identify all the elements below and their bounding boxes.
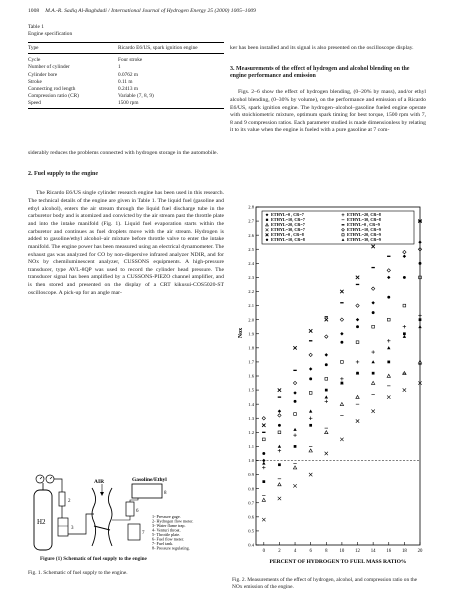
marker-shape bbox=[293, 466, 296, 469]
table-cell: Cycle bbox=[28, 57, 41, 64]
x-tick-label: 12 bbox=[355, 549, 360, 554]
marker-shape bbox=[278, 483, 281, 486]
data-point bbox=[403, 388, 406, 391]
table-cell: 1 bbox=[118, 64, 121, 71]
data-point bbox=[309, 392, 312, 395]
data-point bbox=[418, 325, 421, 328]
paragraph-continued: ker has been installed and its signal is also presented on the oscilloscope display. bbox=[230, 45, 414, 51]
legend-item: 3- Water flame trap. bbox=[152, 523, 186, 528]
data-point bbox=[387, 361, 390, 364]
y-tick-label: 1.1 bbox=[248, 444, 254, 450]
data-point bbox=[294, 445, 297, 448]
figure-1-inner-caption: Figure (1) Schematic of fuel supply to the engine bbox=[40, 556, 147, 562]
data-point bbox=[278, 497, 281, 500]
marker-shape bbox=[278, 424, 281, 427]
data-point bbox=[262, 518, 265, 521]
table-label: Table 1 bbox=[28, 24, 44, 30]
y-tick-label: 0.7 bbox=[248, 500, 254, 506]
y-tick-label: 2.7 bbox=[248, 218, 254, 224]
x-tick-label: 4 bbox=[293, 549, 297, 554]
y-tick-label: 0.8 bbox=[248, 486, 254, 492]
fuel-supply-diagram bbox=[28, 474, 224, 554]
x-tick-label: 14 bbox=[370, 549, 376, 554]
marker-shape bbox=[309, 410, 312, 413]
y-tick-label: 1.8 bbox=[248, 345, 254, 351]
y-tick-label: 1.5 bbox=[248, 387, 254, 393]
legend-item: 1- Pressure gage. bbox=[152, 514, 181, 519]
data-point bbox=[262, 452, 265, 455]
data-point bbox=[371, 381, 374, 384]
legend-label: ETHYL=20, CR=7 bbox=[271, 222, 305, 227]
table-cell: 0.11 m bbox=[118, 78, 133, 85]
data-point bbox=[387, 296, 390, 299]
data-point bbox=[278, 463, 281, 466]
marker-shape bbox=[387, 269, 390, 272]
table-cell: Connecting rod length bbox=[28, 85, 76, 92]
data-point bbox=[419, 318, 422, 321]
section-3-heading: 3. Measurements of the effect of hydrogen and alcohol blending on the engine performance and emission bbox=[230, 65, 410, 80]
data-point bbox=[278, 449, 281, 452]
data-point bbox=[371, 287, 374, 290]
data-point bbox=[262, 480, 265, 483]
data-point bbox=[262, 462, 265, 465]
table-cell: Cylinder bore bbox=[28, 71, 58, 78]
data-point bbox=[293, 428, 296, 431]
data-point bbox=[309, 377, 312, 380]
y-tick-label: 2.2 bbox=[248, 289, 254, 295]
plot-frame bbox=[256, 207, 420, 545]
y-tick-label: 2.3 bbox=[248, 275, 254, 281]
x-tick-label: 20 bbox=[417, 549, 423, 554]
marker-shape bbox=[325, 377, 328, 380]
marker-shape bbox=[372, 372, 375, 375]
y-tick-label: 0.9 bbox=[248, 472, 254, 478]
marker-shape bbox=[372, 311, 375, 314]
venturi-left-wall bbox=[92, 488, 96, 546]
marker-shape bbox=[309, 377, 312, 380]
data-point bbox=[387, 276, 390, 279]
data-point bbox=[278, 414, 281, 417]
table-cell: Number of cylinder bbox=[28, 64, 70, 71]
label-3: 3 bbox=[71, 526, 74, 531]
data-point bbox=[403, 335, 406, 338]
marker-shape bbox=[403, 276, 406, 279]
data-point bbox=[278, 431, 281, 434]
section-2-heading: 2. Fuel supply to the engine bbox=[28, 170, 99, 177]
data-point bbox=[325, 335, 328, 338]
marker-shape bbox=[294, 445, 297, 448]
marker-shape bbox=[371, 360, 374, 363]
marker-shape bbox=[403, 250, 406, 253]
paragraph-continued: siderably reduces the problems connected with hydrogen storage in the automobile. bbox=[28, 150, 219, 156]
fuel-bowl bbox=[128, 524, 140, 540]
label-2: 2 bbox=[68, 499, 71, 504]
data-point bbox=[356, 360, 359, 363]
data-point bbox=[372, 311, 375, 314]
data-point bbox=[340, 438, 343, 441]
data-point bbox=[293, 391, 296, 394]
marker-shape bbox=[325, 335, 328, 338]
y-axis-label: Nox bbox=[238, 327, 244, 339]
marker-shape bbox=[262, 462, 265, 465]
y-tick-label: 0.6 bbox=[248, 514, 254, 520]
marker-shape bbox=[403, 335, 406, 338]
figure-1-caption: Fig. 1. Schematic of fuel supply to the engine. bbox=[28, 570, 128, 576]
table-header-cell: Ricardo E6/US, spark ignition engine bbox=[118, 42, 224, 53]
legend-label: ETHYL=10, CR=9 bbox=[347, 227, 381, 232]
table-cell: Four stroke bbox=[118, 57, 143, 64]
y-tick-label: 1.9 bbox=[248, 331, 254, 337]
data-point bbox=[371, 301, 374, 304]
data-point bbox=[340, 402, 343, 405]
marker-shape bbox=[418, 325, 421, 328]
venturi-right-wall bbox=[108, 488, 112, 546]
data-point bbox=[387, 395, 390, 398]
legend-item: 8- Pressure regulating. bbox=[152, 545, 190, 551]
data-point bbox=[418, 314, 421, 317]
data-point bbox=[293, 433, 296, 436]
data-point bbox=[387, 346, 390, 349]
y-tick-label: 1.6 bbox=[248, 373, 254, 379]
table-row bbox=[28, 71, 224, 78]
table-cell: 1500 rpm bbox=[118, 100, 224, 109]
x-tick-label: 6 bbox=[309, 549, 312, 554]
throttle-plate bbox=[94, 526, 110, 530]
data-point bbox=[418, 241, 421, 244]
data-point bbox=[340, 318, 343, 321]
legend-item: 6- Fuel flow meter. bbox=[152, 536, 185, 542]
x-tick-label: 10 bbox=[339, 549, 345, 554]
legend-label: ETHYL=20, CR=8 bbox=[347, 212, 381, 217]
page-number: 1008 bbox=[28, 8, 40, 14]
marker-shape bbox=[266, 219, 268, 221]
spec-table bbox=[28, 42, 224, 110]
data-point bbox=[309, 367, 312, 370]
water-flame-trap bbox=[58, 518, 68, 536]
legend-label: ETHYL=30, CR=7 bbox=[271, 227, 305, 232]
data-point bbox=[278, 445, 281, 448]
legend-label: ETHYL=30, CR=8 bbox=[347, 217, 381, 222]
x-tick-label: 16 bbox=[386, 549, 392, 554]
legend-item: 5- Throttle plate. bbox=[152, 532, 181, 537]
data-point bbox=[356, 395, 359, 398]
table-row bbox=[28, 57, 224, 64]
data-point bbox=[325, 377, 328, 380]
marker-shape bbox=[371, 301, 374, 304]
data-point bbox=[278, 388, 281, 391]
table-cell: Stroke bbox=[28, 78, 42, 85]
table-row bbox=[28, 100, 224, 109]
data-point bbox=[262, 498, 265, 501]
data-point bbox=[403, 276, 406, 279]
y-tick-label: 2.6 bbox=[248, 232, 254, 238]
data-point bbox=[372, 372, 375, 375]
marker-shape bbox=[340, 402, 343, 405]
legend-item: 2- Hydrogen flow meter. bbox=[152, 518, 194, 524]
data-point bbox=[325, 395, 328, 398]
legend-marker bbox=[266, 239, 268, 241]
marker-shape bbox=[278, 410, 281, 413]
legend-item: 7- Fuel tank. bbox=[152, 541, 174, 546]
marker-shape bbox=[262, 438, 265, 441]
data-point bbox=[278, 410, 281, 413]
data-point bbox=[293, 484, 296, 487]
marker-shape bbox=[341, 361, 344, 364]
data-point bbox=[356, 419, 359, 422]
legend-label: ETHYL=10, CR=8 bbox=[271, 237, 305, 242]
marker-shape bbox=[340, 318, 343, 321]
x-tick-label: 18 bbox=[401, 549, 407, 554]
marker-shape bbox=[278, 463, 281, 466]
hydrogen-flow-meter bbox=[59, 492, 65, 506]
table-row bbox=[28, 93, 224, 100]
data-point bbox=[340, 341, 343, 344]
data-point bbox=[262, 424, 265, 427]
marker-shape bbox=[387, 318, 390, 321]
data-point bbox=[356, 325, 359, 328]
data-point bbox=[293, 466, 296, 469]
marker-shape bbox=[325, 395, 328, 398]
marker-shape bbox=[262, 417, 265, 420]
data-point bbox=[387, 374, 390, 377]
marker-shape bbox=[340, 341, 343, 344]
marker-shape bbox=[387, 296, 390, 299]
marker-shape bbox=[293, 391, 296, 394]
x-tick-label: 2 bbox=[278, 549, 281, 554]
right-column-text bbox=[230, 45, 426, 135]
data-point bbox=[356, 341, 359, 344]
data-point bbox=[309, 329, 312, 332]
marker-shape bbox=[294, 400, 297, 403]
marker-shape bbox=[309, 367, 312, 370]
data-point bbox=[403, 325, 406, 328]
table-cell: 0.2413 m bbox=[118, 85, 139, 92]
marker-shape bbox=[293, 428, 296, 431]
marker-shape bbox=[387, 276, 390, 279]
marker-shape bbox=[325, 389, 328, 392]
y-tick-label: 2.4 bbox=[248, 260, 254, 266]
table-cell: Compression ratio (CR) bbox=[28, 93, 79, 100]
table-row bbox=[28, 85, 224, 92]
marker-shape bbox=[278, 431, 281, 434]
marker-shape bbox=[419, 262, 422, 265]
y-tick-label: 2.5 bbox=[248, 246, 254, 252]
fuel-flow-meter bbox=[126, 502, 134, 516]
marker-shape bbox=[356, 318, 359, 321]
data-point bbox=[309, 417, 312, 420]
data-point bbox=[403, 250, 406, 253]
data-point bbox=[341, 361, 344, 364]
section-2-body: The Ricardo E6/US single cylinder research engine has been used in this research. The technical details of the engine are given in Table 1. The liquid fuel (gasoline and ethyl alcohol), enters the air stream through the liquid fuel discharge tube in the carburetor body and is atomized and convicted by the air stream past the throttle plate and into the intake manifold (Fig. 1). Liquid fuel evaporation starts within the carburetor and continues as fuel droplets move with the air stream. Hydrogen is added to gasoline/ethyl alcohol–air mixture before throttle valve to enter the intake manifold. The engine power has been measured using an electrical dynamometer. The exhaust gas was analyzed for CO by non-dispersive infrared analyzer NDIR, and for NOx by chemiluminescent analyzer, CUSSONS equipments. A high-pressure transducer, type AVL-8QP was used to record the cylinder head pressure. The transducer signal has been amplified by a CUSSONS-PIEZO channel amplifier, and is then stored and presented on the display of a CRT kikusui-COS5020-ST oscilloscope. A pick-up for an angle mar- bbox=[28, 190, 224, 296]
marker-shape bbox=[309, 353, 312, 356]
table-cell: 0.0762 m bbox=[118, 71, 139, 78]
data-point bbox=[325, 363, 328, 366]
data-point bbox=[262, 417, 265, 420]
table-cell: Variable (7, 8, 9) bbox=[118, 93, 154, 100]
x-tick-label: 0 bbox=[262, 549, 266, 554]
data-point bbox=[403, 332, 406, 335]
table-header-cell: Type bbox=[28, 42, 118, 53]
marker-shape bbox=[403, 255, 406, 258]
data-point bbox=[309, 424, 312, 427]
x-axis-label: PERCENT OF HYDROGEN TO FUEL MASS RATIO% bbox=[269, 559, 407, 565]
data-point bbox=[293, 346, 296, 349]
y-tick-label: 1.0 bbox=[248, 458, 254, 464]
marker-shape bbox=[340, 332, 343, 335]
axes-layer bbox=[248, 205, 423, 554]
points-layer bbox=[262, 219, 422, 521]
marker-shape bbox=[278, 445, 281, 448]
table-title: Engine specification bbox=[28, 31, 73, 38]
data-point bbox=[309, 410, 312, 413]
marker-shape bbox=[387, 361, 390, 364]
fuel-tank bbox=[132, 484, 162, 498]
marker-shape bbox=[294, 413, 297, 416]
legend-marker bbox=[266, 219, 268, 221]
h2-label: H2 bbox=[37, 518, 46, 526]
data-point bbox=[340, 290, 343, 293]
marker-shape bbox=[403, 332, 406, 335]
marker-shape bbox=[356, 341, 359, 344]
data-point bbox=[309, 353, 312, 356]
data-point bbox=[262, 466, 265, 469]
marker-shape bbox=[293, 381, 296, 384]
data-point bbox=[356, 304, 359, 307]
running-header bbox=[28, 8, 423, 14]
marker-shape bbox=[309, 449, 312, 452]
table-row bbox=[28, 78, 224, 85]
data-point bbox=[419, 262, 422, 265]
marker-shape bbox=[356, 325, 359, 328]
data-point bbox=[309, 473, 312, 476]
data-point bbox=[294, 413, 297, 416]
data-point bbox=[294, 400, 297, 403]
data-point bbox=[340, 377, 343, 380]
legend-label: ETHYL=20, CR=9 bbox=[347, 232, 381, 237]
data-point bbox=[325, 389, 328, 392]
y-tick-label: 1.2 bbox=[248, 429, 254, 435]
data-point bbox=[403, 255, 406, 258]
data-point bbox=[403, 304, 406, 307]
data-point bbox=[356, 276, 359, 279]
marker-shape bbox=[266, 239, 268, 241]
data-point bbox=[325, 353, 328, 356]
data-point bbox=[371, 360, 374, 363]
data-point bbox=[325, 318, 328, 321]
air-label: AIR bbox=[94, 479, 105, 485]
marker-shape bbox=[418, 241, 421, 244]
data-point bbox=[387, 318, 390, 321]
data-point bbox=[262, 438, 265, 441]
marker-shape bbox=[371, 381, 374, 384]
chart-legend bbox=[262, 211, 414, 244]
figure-2-caption: Fig. 2. Measurements of the effect of hydrogen, alcohol, and compression ratio on the NOx emission of the engine. bbox=[232, 577, 418, 591]
gasoline-ethyl-label: Gasoline/Ethyl bbox=[132, 477, 167, 483]
x-tick-label: 8 bbox=[325, 549, 328, 554]
marker-shape bbox=[309, 392, 312, 395]
figure-1-schematic bbox=[28, 474, 224, 554]
marker-shape bbox=[262, 480, 265, 483]
legend-item: 4- Venturi throat. bbox=[152, 527, 181, 533]
y-tick-label: 2.1 bbox=[248, 303, 254, 309]
data-point bbox=[371, 245, 374, 248]
marker-shape bbox=[325, 363, 328, 366]
marker-shape bbox=[325, 431, 328, 434]
legend-label: ETHYL=30, CR=9 bbox=[347, 237, 381, 242]
nox-chart bbox=[232, 203, 428, 575]
legend-label: ETHYL=0 , CR=8 bbox=[271, 232, 304, 237]
data-point bbox=[293, 381, 296, 384]
data-point bbox=[371, 350, 374, 353]
marker-shape bbox=[262, 498, 265, 501]
legend-label: ETHYL=0 , CR=9 bbox=[347, 222, 380, 227]
data-point bbox=[356, 318, 359, 321]
marker-shape bbox=[371, 287, 374, 290]
running-head: M.A.-R. Sadiq Al-Baghdadi / International Journal of Hydrogen Energy 25 (2000) 1005–1009 bbox=[45, 8, 256, 14]
label-6: 6 bbox=[136, 509, 139, 514]
y-tick-label: 0.5 bbox=[248, 528, 254, 534]
y-tick-label: 1.3 bbox=[248, 415, 254, 421]
section-3-body: Figs. 2–6 show the effect of hydrogen blending, (0–20% by mass), and/or ethyl alcohol blending, (0–30% by volume), on the performance and emission of a Ricardo E6/US, spark ignition engine. The hydrogen–alcohol–gasoline fueled engine operate with stoichiometric mixture, optimum spark timing for best torque, 1500 rpm with 7, 8 and 9 compression ratios. Each parameter studied is made dimensionless by relating it to its value when the engine is fueled with a pure gasoline at 7 com- bbox=[230, 89, 426, 134]
y-tick-label: 2.0 bbox=[248, 317, 254, 323]
marker-shape bbox=[309, 424, 312, 427]
label-7: 7 bbox=[142, 531, 145, 536]
marker-shape bbox=[403, 304, 406, 307]
y-tick-label: 0.4 bbox=[248, 542, 254, 548]
marker-shape bbox=[356, 304, 359, 307]
y-tick-label: 2.8 bbox=[248, 204, 254, 210]
table-cell: Speed bbox=[28, 100, 118, 109]
y-tick-label: 1.7 bbox=[248, 359, 254, 365]
table-row bbox=[28, 64, 224, 71]
left-column-text bbox=[28, 150, 224, 297]
marker-shape bbox=[262, 452, 265, 455]
legend-label: ETHYL=10, CR=7 bbox=[271, 217, 305, 222]
marker-shape bbox=[372, 325, 375, 328]
data-point bbox=[325, 400, 328, 403]
data-point bbox=[371, 410, 374, 413]
marker-shape bbox=[387, 374, 390, 377]
marker-shape bbox=[387, 346, 390, 349]
data-point bbox=[309, 449, 312, 452]
marker-shape bbox=[356, 395, 359, 398]
label-8: 8 bbox=[164, 491, 167, 496]
data-point bbox=[387, 339, 390, 342]
data-point bbox=[387, 269, 390, 272]
data-point bbox=[340, 332, 343, 335]
marker-shape bbox=[419, 318, 422, 321]
legend-label: ETHYL=0 , CR=7 bbox=[271, 212, 304, 217]
table-1 bbox=[28, 24, 224, 109]
y-tick-label: 1.4 bbox=[248, 401, 254, 407]
data-point bbox=[278, 424, 281, 427]
data-point bbox=[325, 431, 328, 434]
marker-shape bbox=[325, 353, 328, 356]
data-point bbox=[372, 325, 375, 328]
data-point bbox=[325, 452, 328, 455]
data-point bbox=[278, 483, 281, 486]
marker-shape bbox=[278, 414, 281, 417]
